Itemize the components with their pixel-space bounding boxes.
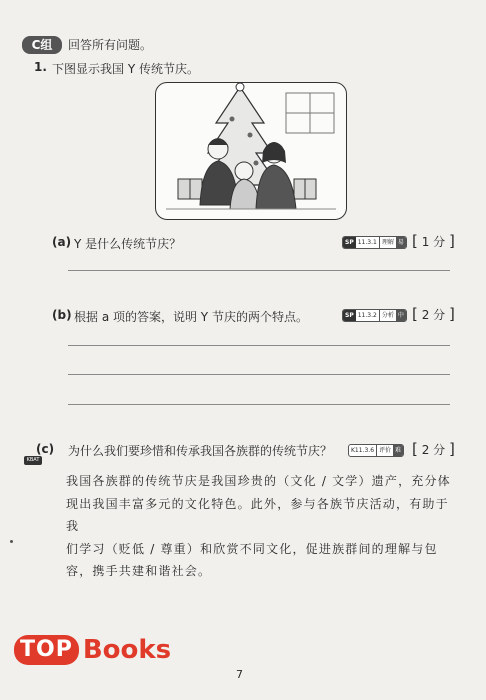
part-b-label: (b) <box>52 308 72 322</box>
part-a-skill-code <box>342 236 407 249</box>
margin-dot <box>10 540 13 543</box>
paragraph-line: 们学习（贬低 / 尊重）和欣赏不同文化，促进族群间的理解与包 <box>66 541 438 556</box>
fill-in-paragraph <box>66 470 456 583</box>
code-prefix: SP <box>345 312 354 319</box>
marks-value: 2 分 <box>421 443 446 457</box>
code-skill: 分析 <box>379 310 396 321</box>
part-a-question: Y 是什么传统节庆？ <box>74 237 182 251</box>
part-c-question: 为什么我们要珍惜和传承我国各族群的传统节庆？ <box>68 444 333 458</box>
part-c-marks: [ 2 分 ] <box>412 440 455 458</box>
christmas-illustration <box>155 82 347 220</box>
page-number: 7 <box>236 668 243 681</box>
topbooks-logo <box>14 634 171 666</box>
marks-value: 1 分 <box>421 235 446 249</box>
code-level: 中 <box>397 312 404 319</box>
marks-value: 2 分 <box>421 308 446 322</box>
christmas-scene-image <box>156 83 346 219</box>
question-number: 1. <box>34 60 47 74</box>
part-b-skill-code <box>342 309 407 322</box>
part-a-marks: [ 1 分 ] <box>412 232 455 250</box>
paragraph-line: 我国各族群的传统节庆是我国珍贵的（文化 / 文学）遗产，充分体 <box>66 474 451 488</box>
part-c-label: (c) <box>36 442 55 456</box>
code-id: 11.3.1 <box>357 239 377 246</box>
section-badge: C组 <box>22 36 62 54</box>
code-level: 易 <box>397 239 404 246</box>
answer-line[interactable] <box>68 404 450 405</box>
code-skill: 评价 <box>376 445 393 456</box>
code-id: K11.3.6 <box>351 447 375 454</box>
question-stem: 下图显示我国 Y 传统节庆。 <box>52 62 199 76</box>
code-prefix: SP <box>345 239 354 246</box>
part-a-label: (a) <box>52 235 72 249</box>
logo-top-text: TOP <box>14 635 79 665</box>
logo-books-text: Books <box>82 635 172 665</box>
part-b-marks: [ 2 分 ] <box>412 305 455 323</box>
part-b-question: 根据 a 项的答案，说明 Y 节庆的两个特点。 <box>74 310 308 324</box>
code-skill: 理解 <box>379 237 396 248</box>
part-c-skill-code <box>348 444 404 457</box>
answer-line[interactable] <box>68 270 450 271</box>
code-id: 11.3.2 <box>357 312 377 319</box>
paragraph-line: 现出我国丰富多元的文化特色。此外，参与各族节庆活动，有助于我 <box>66 496 449 533</box>
kbat-badge: KBAT <box>24 456 42 465</box>
section-instruction: 回答所有问题。 <box>68 38 153 52</box>
paragraph-line: 容，携手共建和谐社会。 <box>66 564 212 578</box>
answer-line[interactable] <box>68 345 450 346</box>
code-level: 难 <box>395 447 402 454</box>
answer-line[interactable] <box>68 374 450 375</box>
